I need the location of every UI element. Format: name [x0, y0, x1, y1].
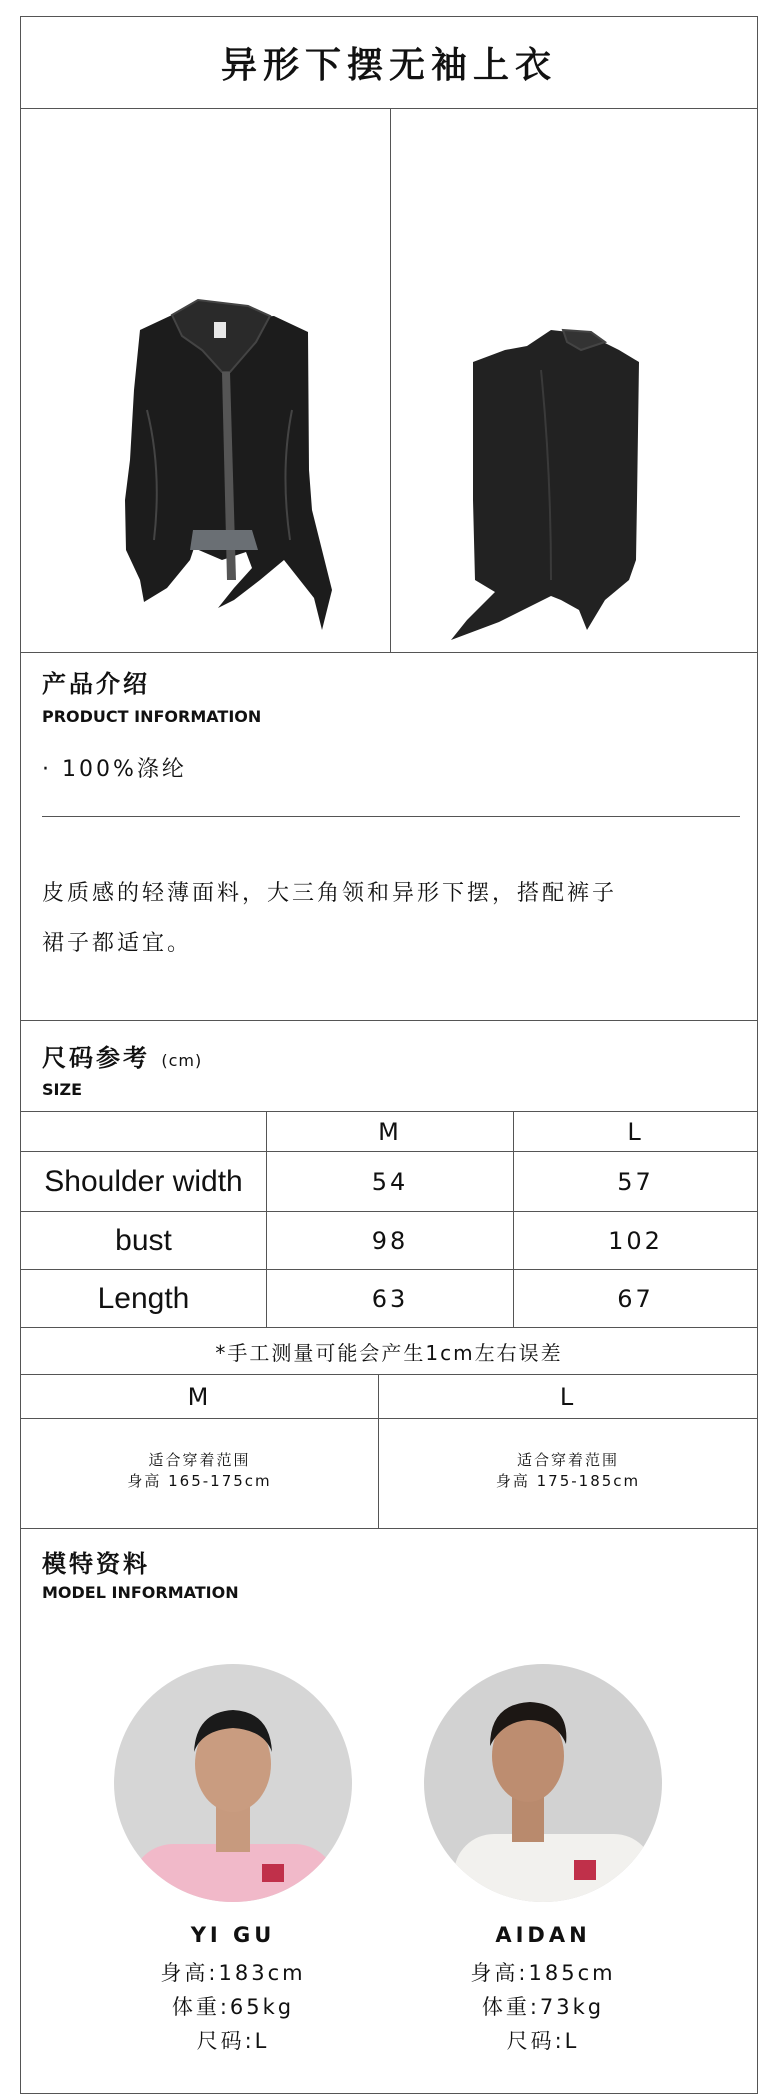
model-name: YI GU	[190, 1923, 276, 1947]
size-header-m: M	[378, 1117, 402, 1146]
page-title: 异形下摆无袖上衣	[220, 44, 557, 86]
product-info-subtitle: PRODUCT INFORMATION	[42, 707, 262, 726]
measurement-note: *手工测量可能会产生1cm左右误差	[215, 1340, 563, 1365]
front-view-photo	[22, 110, 389, 651]
fit-size-m: M	[187, 1382, 212, 1411]
size-title-cn: 尺码参考	[42, 1044, 150, 1072]
row-label-shoulder: Shoulder width	[44, 1164, 243, 1198]
product-info-title: 产品介绍	[42, 670, 150, 698]
info-divider	[42, 816, 740, 817]
model-size: 尺码:L	[196, 2029, 270, 2053]
model-name: AIDAN	[495, 1923, 591, 1947]
fit-height-l: 身高 175-185cm	[495, 1472, 641, 1490]
model-info-subtitle: MODEL INFORMATION	[42, 1583, 239, 1602]
fit-size-l: L	[559, 1382, 577, 1411]
description-line-1: 皮质感的轻薄面料，大三角领和异形下摆，搭配裤子	[42, 881, 618, 906]
info-bottom-divider	[20, 1020, 758, 1021]
shirt	[134, 1844, 334, 1902]
model-info-title: 模特资料	[42, 1550, 150, 1578]
row-label-bust: bust	[115, 1223, 172, 1257]
avatar	[424, 1664, 662, 1902]
title-divider	[20, 108, 758, 109]
bust-l: 102	[608, 1226, 663, 1255]
bust-m: 98	[371, 1226, 409, 1255]
description-line-2: 裙子都适宜。	[42, 931, 193, 956]
material-text: · 100%涤纶	[42, 757, 187, 782]
fit-caption-l: 适合穿着范围	[516, 1451, 619, 1469]
row-label-length: Length	[97, 1281, 190, 1315]
length-m: 63	[371, 1284, 409, 1313]
length-l: 67	[617, 1284, 654, 1313]
photo-bottom-divider	[20, 652, 758, 653]
size-subtitle: SIZE	[42, 1080, 83, 1099]
size-title	[42, 1038, 202, 1073]
model-height: 身高:183cm	[160, 1961, 306, 1985]
size-header-l: L	[627, 1117, 644, 1146]
back-view-photo	[391, 110, 757, 651]
shoulder-l: 57	[617, 1167, 654, 1196]
fit-caption-m: 适合穿着范围	[148, 1451, 251, 1469]
model-weight: 体重:65kg	[171, 1995, 295, 2019]
fit-range-m	[21, 1450, 378, 1492]
model-size: 尺码:L	[506, 2029, 580, 2053]
fit-table-line	[20, 1418, 758, 1419]
shoulder-m: 54	[371, 1167, 409, 1196]
fit-height-m: 身高 165-175cm	[127, 1472, 272, 1490]
fit-range-l	[379, 1450, 757, 1492]
model-weight: 体重:73kg	[481, 1995, 605, 2019]
size-unit: (cm)	[161, 1051, 203, 1070]
model-height: 身高:185cm	[470, 1961, 616, 1985]
avatar	[114, 1664, 352, 1902]
shirt	[454, 1834, 654, 1902]
fit-table-bottom	[20, 1528, 758, 1529]
